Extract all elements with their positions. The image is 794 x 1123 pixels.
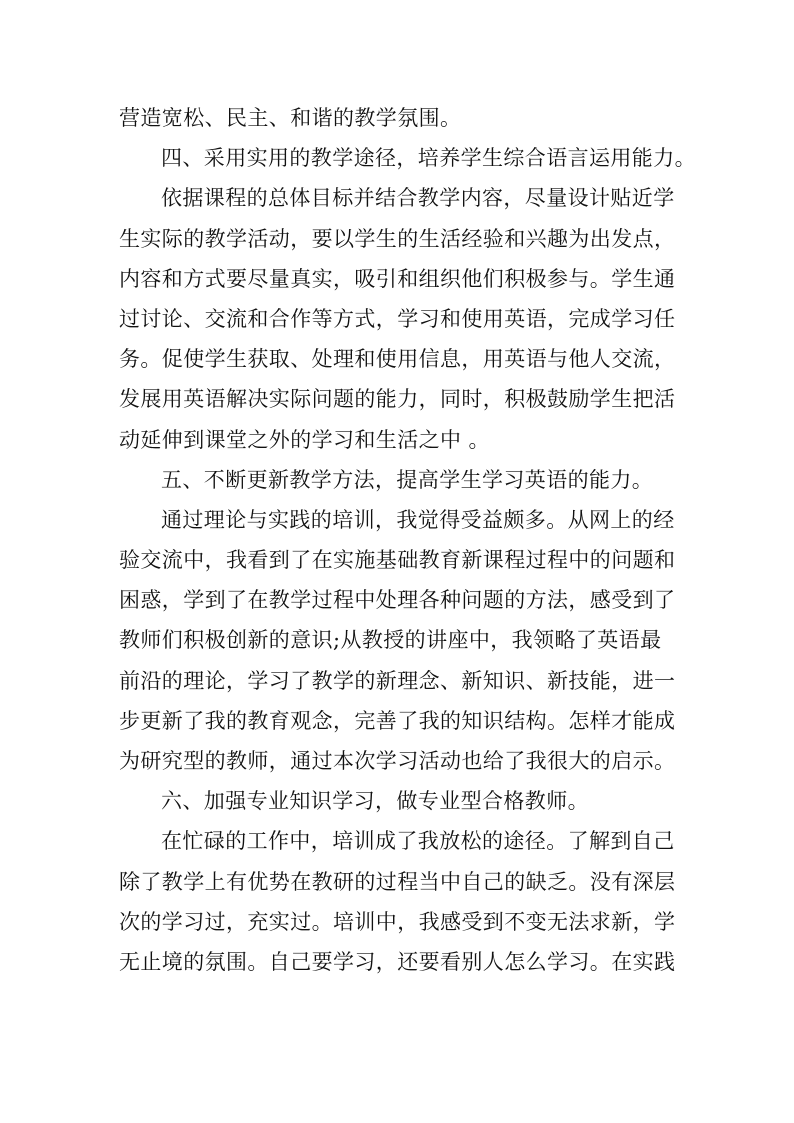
paragraph-line: 发展用英语解决实际问题的能力，同时，积极鼓励学生把活 bbox=[119, 387, 676, 412]
paragraph-line: 生实际的教学活动，要以学生的生活经验和兴趣为出发点， bbox=[119, 226, 676, 251]
paragraph-line: 内容和方式要尽量真实，吸引和组织他们积极参与。学生通 bbox=[119, 266, 676, 291]
section-heading: 四、采用实用的教学途径，培养学生综合语言运用能力。 bbox=[161, 146, 696, 171]
paragraph-line: 务。促使学生获取、处理和使用信息，用英语与他人交流， bbox=[119, 347, 676, 372]
paragraph-line: 验交流中，我看到了在实施基础教育新课程过程中的问题和 bbox=[119, 548, 676, 573]
section-heading: 五、不断更新教学方法，提高学生学习英语的能力。 bbox=[161, 467, 654, 492]
paragraph-line: 动延伸到课堂之外的学习和生活之中 。 bbox=[119, 427, 490, 452]
paragraph-line: 通过理论与实践的培训，我觉得受益颇多。从网上的经 bbox=[161, 507, 675, 532]
paragraph-line: 为研究型的教师，通过本次学习活动也给了我很大的启示。 bbox=[119, 749, 676, 773]
paragraph-line: 前沿的理论，学习了教学的新理念、新知识、新技能，进一 bbox=[119, 668, 676, 693]
paragraph-line: 教师们积极创新的意识;从教授的讲座中，我领略了英语最 bbox=[119, 628, 662, 653]
paragraph-line: 次的学习过，充实过。培训中，我感受到不变无法求新，学 bbox=[119, 909, 676, 934]
paragraph-line: 依据课程的总体目标并结合教学内容，尽量设计贴近学 bbox=[161, 186, 675, 211]
paragraph-line: 困惑，学到了在教学过程中处理各种问题的方法，感受到了 bbox=[119, 588, 676, 613]
document-body bbox=[119, 98, 696, 982]
paragraph-line: 在忙碌的工作中，培训成了我放松的途径。了解到自己 bbox=[161, 829, 675, 854]
paragraph-line: 过讨论、交流和合作等方式，学习和使用英语，完成学习任 bbox=[119, 306, 676, 331]
paragraph-line: 营造宽松、民主、和谐的教学氛围。 bbox=[119, 106, 462, 130]
paragraph-line: 除了教学上有优势在教研的过程当中自己的缺乏。没有深层 bbox=[119, 869, 676, 894]
section-heading: 六、加强专业知识学习，做专业型合格教师。 bbox=[161, 789, 589, 814]
paragraph-line: 步更新了我的教育观念，完善了我的知识结构。怎样才能成 bbox=[119, 708, 676, 733]
paragraph-line: 无止境的氛围。自己要学习，还要看别人怎么学习。在实践 bbox=[119, 949, 676, 974]
